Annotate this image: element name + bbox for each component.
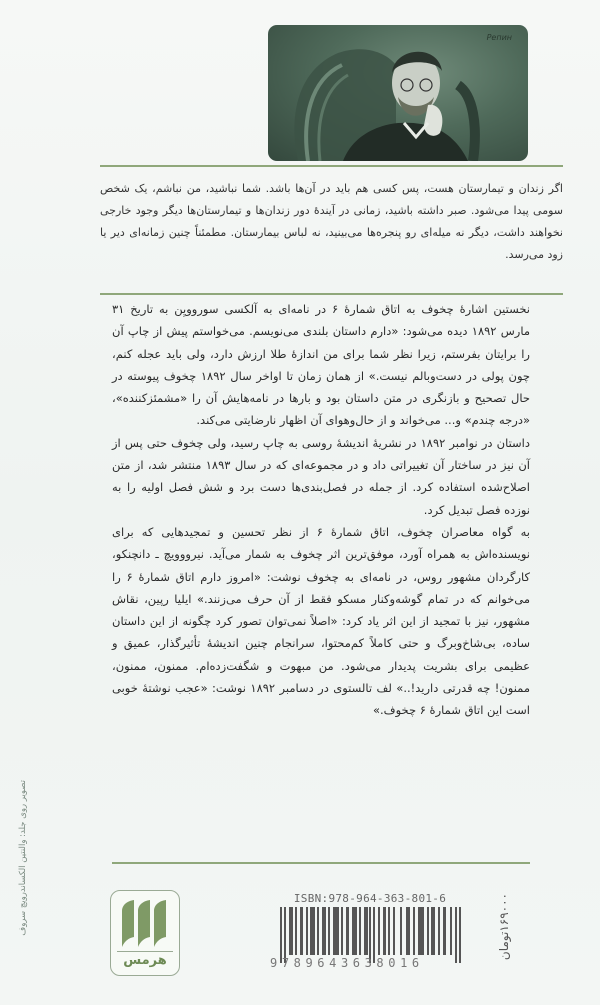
blurb-paragraph: نخستین اشارهٔ چخوف به اتاق شمارهٔ ۶ در نامه‌ای به آلکسی سوروویِن به تاریخ ۳۱ مارس ۱۸۹۲ دیده می‌شود: «دارم داستان بلندی می‌نویسم. می‌خواستم پیش از چاپ آن را برایتان بفرستم، زیرا نظر شما برای من اندازهٔ طلا ارزش دارد، ولی باید عجله کنم، چون پولی در دست‌وبالم نیست.» از همان زمان تا اواخر سال ۱۸۹۲ چخوف پیوسته در حال تصحیح و بازنگری در متن داستان بود و بارها در نامه‌هایش آن را «مشمئزکننده»، «درجه چندم» و... می‌خواند و از حال‌وهوای آن اظهار نارضایتی می‌کند. xyxy=(112,302,530,428)
publisher-name: هرمس xyxy=(123,953,167,968)
painter-signature: Репин xyxy=(486,33,512,42)
logo-divider xyxy=(117,951,173,952)
blurb-paragraph: داستان در نوامبر ۱۸۹۲ در نشریهٔ اندیشهٔ روسی به چاپ رسید، ولی چخوف حتی پس از آن نیز در ساختار آن تغییراتی داد و در مجموعه‌ای که در سال ۱۸۹۳ منتشر شد، از متن اصلاح‌شده استفاده کرد. از جمله در فصل‌بندی‌ها دست برد و شش فصل اولیه را به نوزده فصل تبدیل کرد. xyxy=(112,435,531,517)
barcode-icon xyxy=(280,907,462,963)
price-label: ۱۶۹۰۰۰تومان xyxy=(497,893,511,961)
book-pages-icon xyxy=(119,897,171,949)
cover-image-credit: تصویر روی جلد: والنتین الکساندرویچ سروف xyxy=(18,780,28,936)
publisher-logo xyxy=(110,890,180,976)
portrait-illustration xyxy=(268,25,528,161)
barcode-digits: 9789643638016 xyxy=(270,956,424,970)
divider-bottom xyxy=(112,862,530,864)
author-portrait xyxy=(268,25,528,161)
blurb-text xyxy=(112,298,530,722)
divider-middle xyxy=(100,293,563,295)
blurb-paragraph: به گواه معاصران چخوف، اتاق شمارهٔ ۶ از نظر تحسین و تمجیدهایی که برای نویسنده‌اش به همراه آورد، موفق‌ترین اثر چخوف به شمار می‌آید. نیرووویچ ـ دانچنکو، کارگردان مشهور روس، در نامه‌ای به چخوف نوشت: «امروز دارم اتاق شمارهٔ ۶ را می‌خوانم که در تمام گوشه‌وکنار مسکو فقط از آن حرف می‌زنند.» ایلیا رپین، نقاش مشهور، نیز با تمجید از این اثر یاد کرد: «اصلاً نمی‌توان تصور کرد چگونه از این داستان ساده، بی‌شاخ‌وبرگ و حتی کاملاً کم‌محتوا، سرانجام چنین اندیشهٔ تأثیرگذار، عمیق و عظیمی برای بشریت پدیدار می‌شود. من مبهوت و شگفت‌زده‌ام. ممنون، ممنون، ممنون! چه قدرتی دارید!..» لف تالستوی در دسامبر ۱۸۹۲ نوشت: «عجب نوشتهٔ خوبی است این اتاق شمارهٔ ۶ چخوف.» xyxy=(112,524,530,718)
isbn-barcode xyxy=(270,892,470,982)
isbn-label: ISBN:978-964-363-801-6 xyxy=(293,892,447,905)
quote-excerpt: اگر زندان و تیمارستان هست، پس کسی هم باید در آن‌ها باشد. شما نباشید، من نباشم، یک شخص سومی پیدا می‌شود. صبر داشته باشید، زمانی در آیندهٔ دور زندان‌ها و تیمارستان‌ها دیگر وجود خارجی نخواهند داشت، دیگر نه میله‌ای رو پنجره‌ها می‌بینید، نه لباس بیمارستان. مطمئناً چنین زمانه‌ای دیر یا زود می‌رسد. xyxy=(100,182,563,261)
divider-top xyxy=(100,165,563,167)
